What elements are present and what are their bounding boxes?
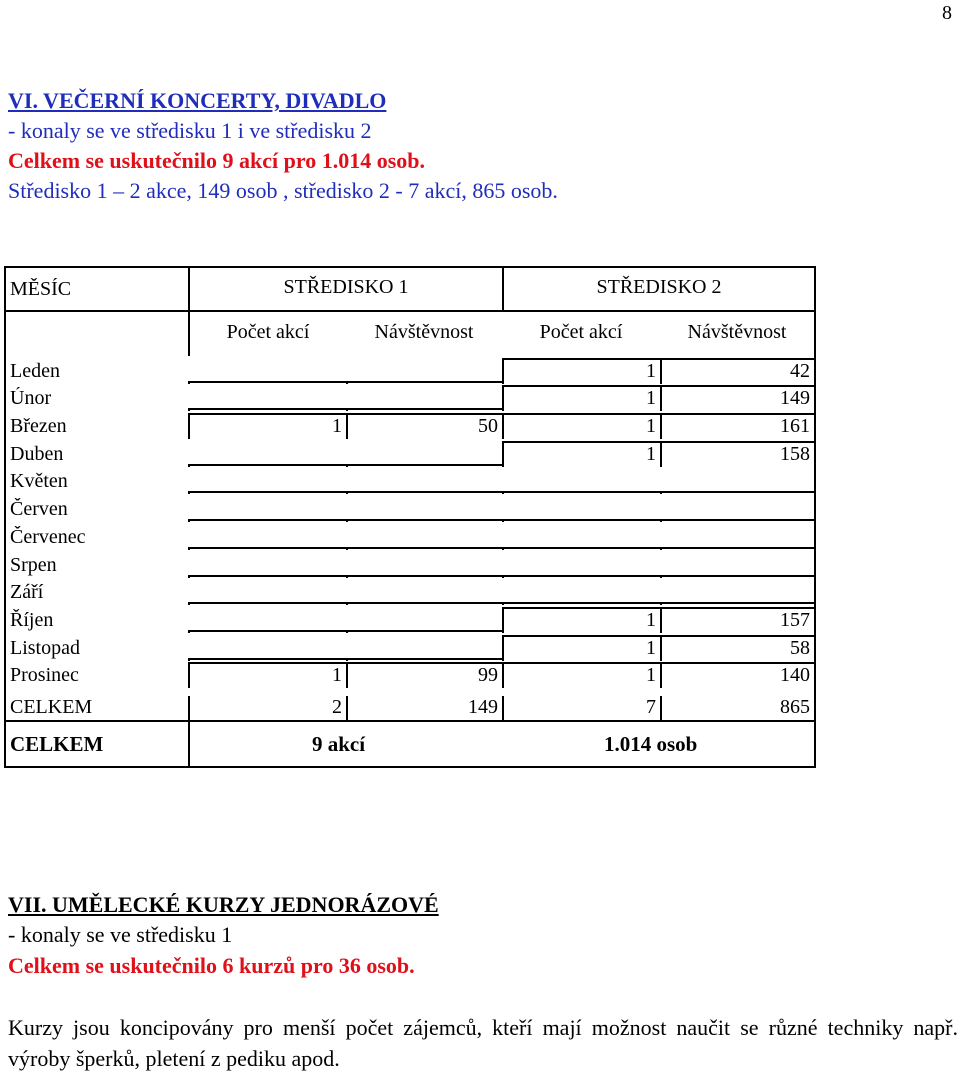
s2-count-cell [502,519,660,522]
subheader-visits-2: Návštěvnost [687,321,787,343]
s2-visits-cell: 42 [660,358,814,384]
s2-count-cell [502,575,660,578]
s1-visits-cell [346,630,502,633]
s2-visits-cell: 158 [660,441,814,467]
section-6-line-3: Středisko 1 – 2 akce, 149 osob , středisko 2 - 7 akcí, 865 osob. [8,178,558,203]
s2-count-cell: 1 [502,413,660,439]
s2-count-cell: 1 [502,441,660,467]
subheader-empty [6,312,188,356]
s1-visits-cell: 149 [346,696,502,720]
s2-count-cell [502,491,660,494]
month-cell: Prosinec [10,664,79,687]
month-cell: Září [10,581,44,604]
s1-count-cell [188,519,346,522]
s2-count-cell: 1 [502,358,660,384]
s1-visits-cell [346,602,502,605]
s2-visits-cell [660,547,814,550]
table-row [6,522,814,550]
page-number: 8 [942,2,952,24]
s2-count-cell: 7 [502,696,660,720]
table-row [6,356,814,384]
s2-visits-cell [660,491,814,494]
s2-count-cell: 1 [502,607,660,633]
table-row [6,633,814,661]
month-cell: Leden [10,359,60,382]
s1-visits-cell [346,575,502,578]
header-stredisko-1: STŘEDISKO 1 [188,267,502,311]
s1-visits-cell [346,381,502,384]
month-cell: Červen [10,498,68,521]
month-cell: Listopad [10,636,80,659]
month-cell: Červenec [10,525,86,548]
s2-count-cell [502,602,660,605]
table-row [6,605,814,633]
s2-visits-cell: 161 [660,413,814,439]
s2-visits-cell [660,602,814,605]
total-visitors: 1.014 osob [604,732,698,757]
s2-count-cell: 1 [502,385,660,411]
section-6-line-1: - konaly se ve středisku 1 i ve středisku 2 [8,118,372,143]
s2-count-cell: 1 [502,635,660,661]
s2-visits-cell: 865 [660,696,814,720]
section-6-heading: VI. VEČERNÍ KONCERTY, DIVADLO [8,88,387,113]
table-row [6,494,814,522]
table-subheader-row [6,312,814,356]
events-table [4,266,816,768]
table-header-row [6,268,814,312]
s2-count-cell: 1 [502,662,660,688]
s1-visits-cell: 99 [346,662,502,688]
subheader-visits-1: Návštěvnost [374,321,474,343]
s2-count-cell [502,547,660,550]
s1-visits-cell [346,519,502,522]
s2-visits-cell: 58 [660,635,814,661]
header-stredisko-2: STŘEDISKO 2 [502,267,814,311]
s1-visits-cell [346,464,502,467]
s2-visits-cell: 157 [660,607,814,633]
subheader-count-2: Počet akcí [539,321,623,343]
month-cell: Srpen [10,553,57,576]
table-row [6,467,814,495]
month-cell: Duben [10,442,64,465]
s1-count-cell: 1 [188,662,346,688]
s1-visits-cell [346,658,502,661]
s1-count-cell [188,630,346,633]
s2-visits-cell: 149 [660,385,814,411]
section-7-line-1: - konaly se ve středisku 1 [8,922,233,947]
table-row [6,578,814,606]
table-row [6,550,814,578]
s1-count-cell [188,602,346,605]
total-events: 9 akcí [188,722,502,766]
s1-visits-cell [346,408,502,411]
table-row [6,384,814,412]
table-row-subtotal [6,688,814,720]
table-row [6,411,814,439]
section-6-summary: Celkem se uskutečnilo 9 akcí pro 1.014 osob. [8,148,426,173]
s1-count-cell [188,464,346,467]
s1-visits-cell [346,491,502,494]
s1-count-cell [188,658,346,661]
table-total-row [6,720,814,766]
table-row [6,661,814,689]
section-7-paragraph: Kurzy jsou koncipovány pro menší počet zájemců, kteří mají možnost naučit se různé techniky např. výroby šperků, pletení z pediku apod. [8,1015,958,1071]
s1-visits-cell [346,547,502,550]
s1-count-cell [188,381,346,384]
s1-count-cell [188,408,346,411]
s2-visits-cell: 140 [660,662,814,688]
month-cell: Říjen [10,608,54,631]
s1-count-cell: 1 [188,413,346,439]
s2-visits-cell [660,519,814,522]
s1-count-cell [188,491,346,494]
s1-count-cell: 2 [188,696,346,720]
subheader-count-1: Počet akcí [188,312,346,356]
month-cell: Březen [10,415,67,438]
header-month: MĚSÍC [10,277,72,300]
s1-visits-cell: 50 [346,413,502,439]
total-label: CELKEM [10,731,104,756]
section-7-summary: Celkem se uskutečnilo 6 kurzů pro 36 osob. [8,953,415,978]
s1-count-cell [188,575,346,578]
month-cell: Únor [10,387,52,410]
month-cell: Květen [10,470,68,493]
month-cell: CELKEM [10,696,93,719]
table-row [6,439,814,467]
s2-visits-cell [660,575,814,578]
section-7-heading: VII. UMĚLECKÉ KURZY JEDNORÁZOVÉ [8,892,439,917]
s1-count-cell [188,547,346,550]
